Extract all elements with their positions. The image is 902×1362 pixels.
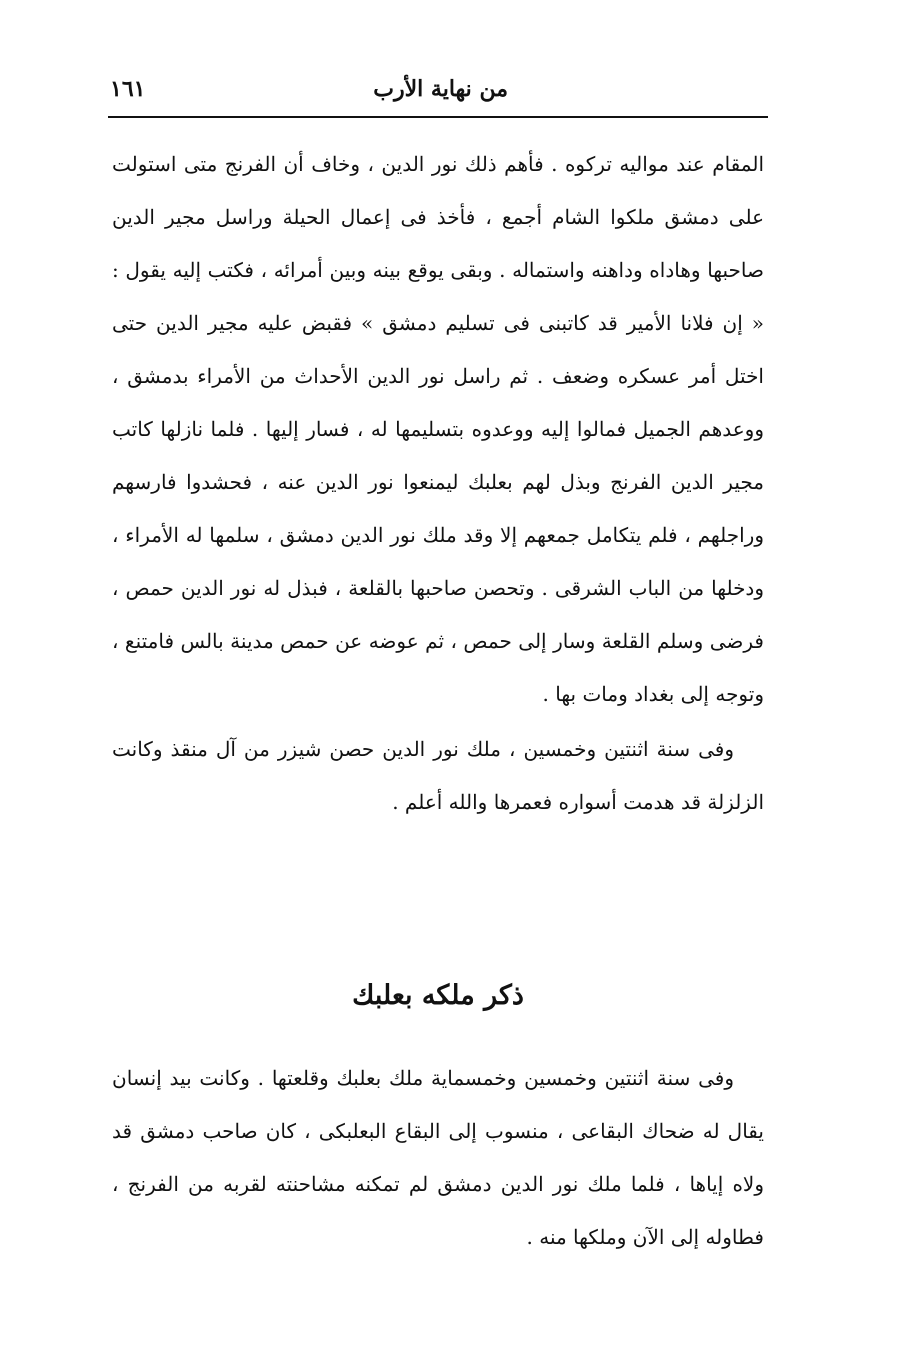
- header-divider: [108, 116, 768, 118]
- running-title: من نهاية الأرب: [373, 76, 508, 102]
- section-paragraph: وفى سنة اثنتين وخمسين وخمسماية ملك بعلبك وقلعتها . وكانت بيد إنسان يقال له ضحاك البقاعى ، منسوب إلى البقاع البعلبكى ، كان صاحب دمشق قد ولاه إياها ، فلما ملك نور الدين دمشق لم تمكنه مشاحنته لقربه من الفرنج ، فطاوله إلى الآن وملكها منه .: [112, 1066, 764, 1249]
- paragraph-1: المقام عند مواليه تركوه . فأهم ذلك نور الدين ، وخاف أن الفرنج متى استولت على دمشق ملكوا الشام أجمع ، فأخذ فى إعمال الحيلة وراسل مجير الدين صاحبها وهاداه وداهنه واستماله . وبقى يوقع بينه وبين أمرائه ، فكتب إليه يقول : « إن فلانا الأمير قد كاتبنى فى تسليم دمشق » فقبض عليه مجير الدين حتى اختل أمر عسكره وضعف . ثم راسل نور الدين الأحداث من الأمراء بدمشق ، ووعدهم الجميل فمالوا إليه ووعدوه بتسليمها له ، فسار إليها . فلما نازلها كاتب مجير الدين الفرنج وبذل لهم بعلبك ليمنعوا نور الدين عنه ، فحشدوا فارسهم وراجلهم ، فلم يتكامل جمعهم إلا وقد ملك نور الدين دمشق ، سلمها له الأمراء ، ودخلها من الباب الشرقى . وتحصن صاحبها بالقلعة ، فبذل له نور الدين حمص ، فرضى وسلم القلعة وسار إلى حمص ، ثم عوضه عن حمص مدينة بالس فامتنع ، وتوجه إلى بغداد ومات بها .: [112, 152, 764, 706]
- section-text: [112, 1052, 764, 1264]
- page-number: ١٦١: [110, 76, 146, 102]
- section-heading: ذكر ملكه بعلبك: [352, 980, 524, 1011]
- paragraph-2: وفى سنة اثنتين وخمسين ، ملك نور الدين حصن شيزر من آل منقذ وكانت الزلزلة قد هدمت أسواره فعمرها والله أعلم .: [112, 737, 764, 814]
- page-header: [108, 68, 768, 112]
- main-text: [112, 138, 764, 829]
